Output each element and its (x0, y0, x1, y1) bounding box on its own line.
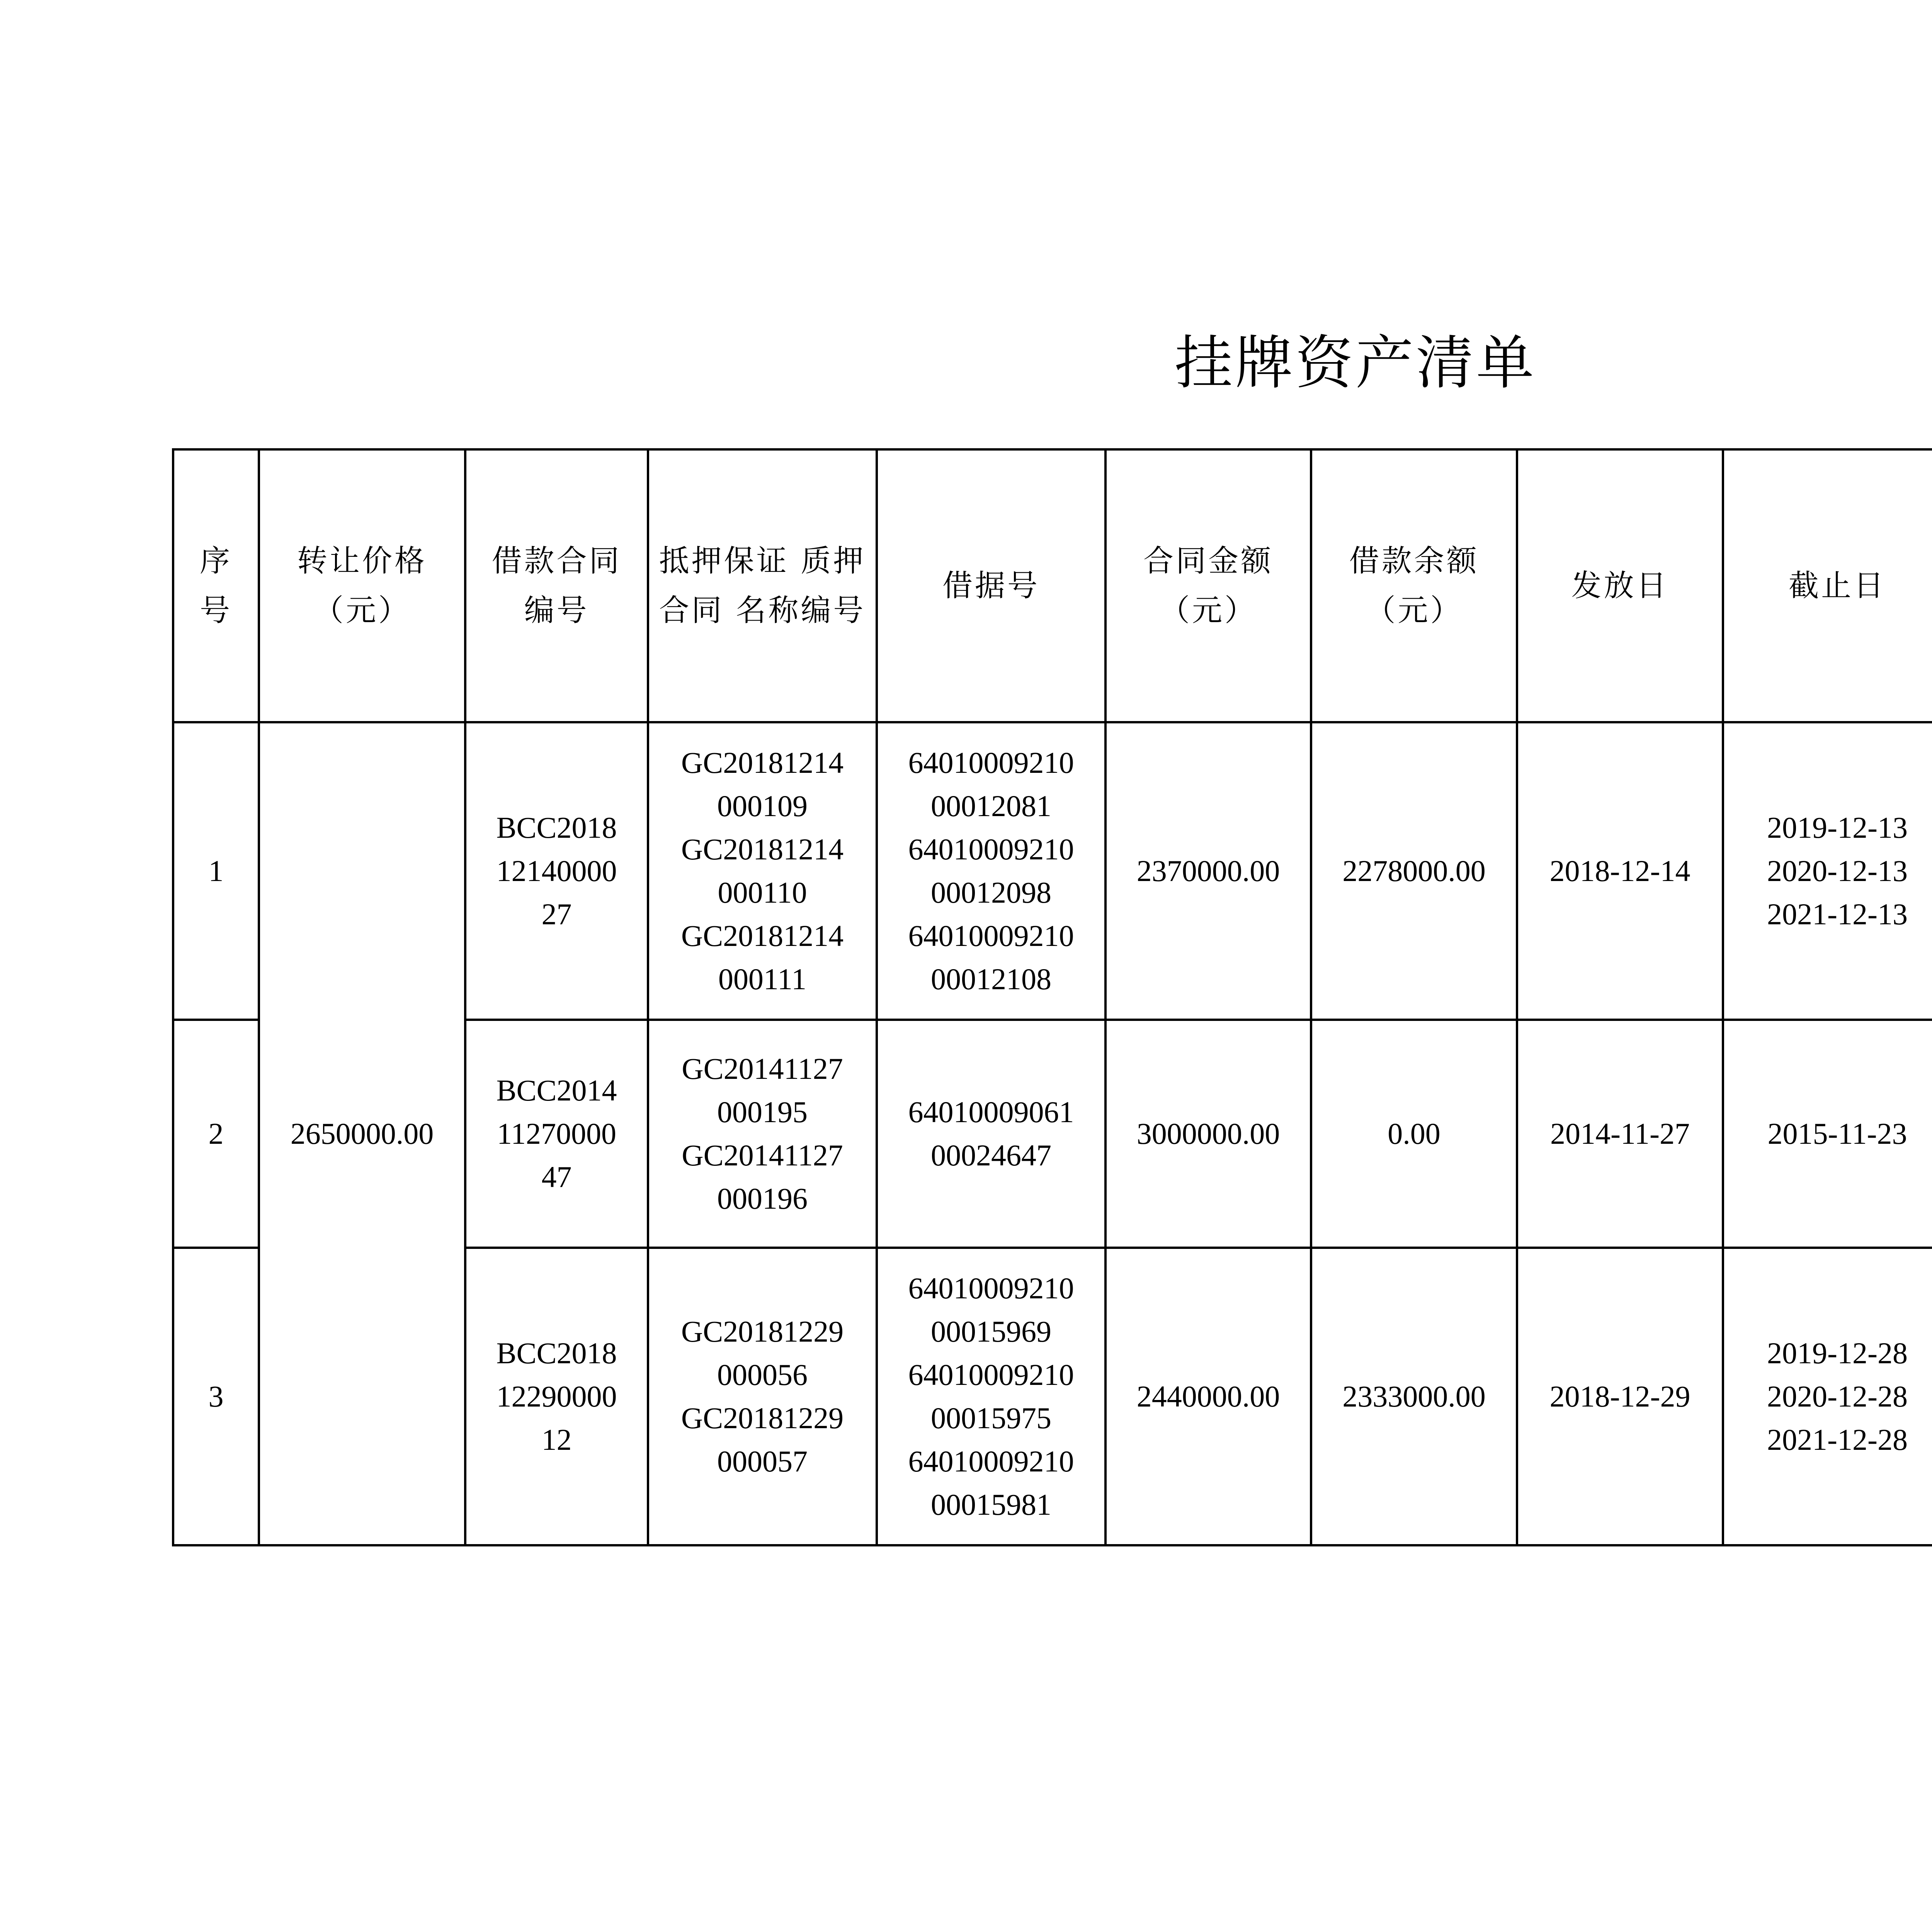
table-row (173, 722, 1932, 1020)
loan-balance-cell: 2278000.00 (1311, 722, 1517, 1020)
issue-date-cell: 2018-12-29 (1517, 1248, 1723, 1545)
page-title: 挂牌资产清单 (1174, 330, 1536, 397)
col-header-iou-no: 借据号 (877, 449, 1105, 722)
seq-cell: 3 (173, 1248, 259, 1545)
col-header-due-date: 截止日 (1723, 449, 1932, 722)
collateral-contracts-cell: GC20181229 000056 GC20181229 000057 (648, 1248, 877, 1545)
asset-table (172, 448, 1932, 1546)
transfer-price-cell: 2650000.00 (259, 722, 465, 1545)
col-header-collateral-contracts: 抵押保证 质押合同 名称编号 (648, 449, 877, 722)
col-header-loan-contract-no: 借款合同 编号 (465, 449, 648, 722)
contract-amount-cell: 2440000.00 (1105, 1248, 1311, 1545)
loan-contract-no-cell: BCC2014 11270000 47 (465, 1020, 648, 1248)
collateral-contracts-cell: GC20141127 000195 GC20141127 000196 (648, 1020, 877, 1248)
issue-date-cell: 2014-11-27 (1517, 1020, 1723, 1248)
col-header-loan-balance: 借款余额 （元） (1311, 449, 1517, 722)
iou-no-cell: 64010009061 00024647 (877, 1020, 1105, 1248)
loan-contract-no-cell: BCC2018 12140000 27 (465, 722, 648, 1020)
col-header-issue-date: 发放日 (1517, 449, 1723, 722)
col-header-transfer-price: 转让价格 （元） (259, 449, 465, 722)
iou-no-cell: 64010009210 00012081 64010009210 00012098 64010009210 00012108 (877, 722, 1105, 1020)
seq-cell: 2 (173, 1020, 259, 1248)
collateral-contracts-cell: GC20181214 000109 GC20181214 000110 GC20181214 000111 (648, 722, 877, 1020)
table-header-row (173, 449, 1932, 722)
due-date-cell: 2019-12-13 2020-12-13 2021-12-13 (1723, 722, 1932, 1020)
contract-amount-cell: 3000000.00 (1105, 1020, 1311, 1248)
iou-no-cell: 64010009210 00015969 64010009210 00015975 64010009210 00015981 (877, 1248, 1105, 1545)
due-date-cell: 2019-12-28 2020-12-28 2021-12-28 (1723, 1248, 1932, 1545)
loan-balance-cell: 0.00 (1311, 1020, 1517, 1248)
col-header-contract-amount: 合同金额 （元） (1105, 449, 1311, 722)
loan-balance-cell: 2333000.00 (1311, 1248, 1517, 1545)
loan-contract-no-cell: BCC2018 12290000 12 (465, 1248, 648, 1545)
issue-date-cell: 2018-12-14 (1517, 722, 1723, 1020)
contract-amount-cell: 2370000.00 (1105, 722, 1311, 1020)
due-date-cell: 2015-11-23 (1723, 1020, 1932, 1248)
seq-cell: 1 (173, 722, 259, 1020)
col-header-seq: 序 号 (173, 449, 259, 722)
